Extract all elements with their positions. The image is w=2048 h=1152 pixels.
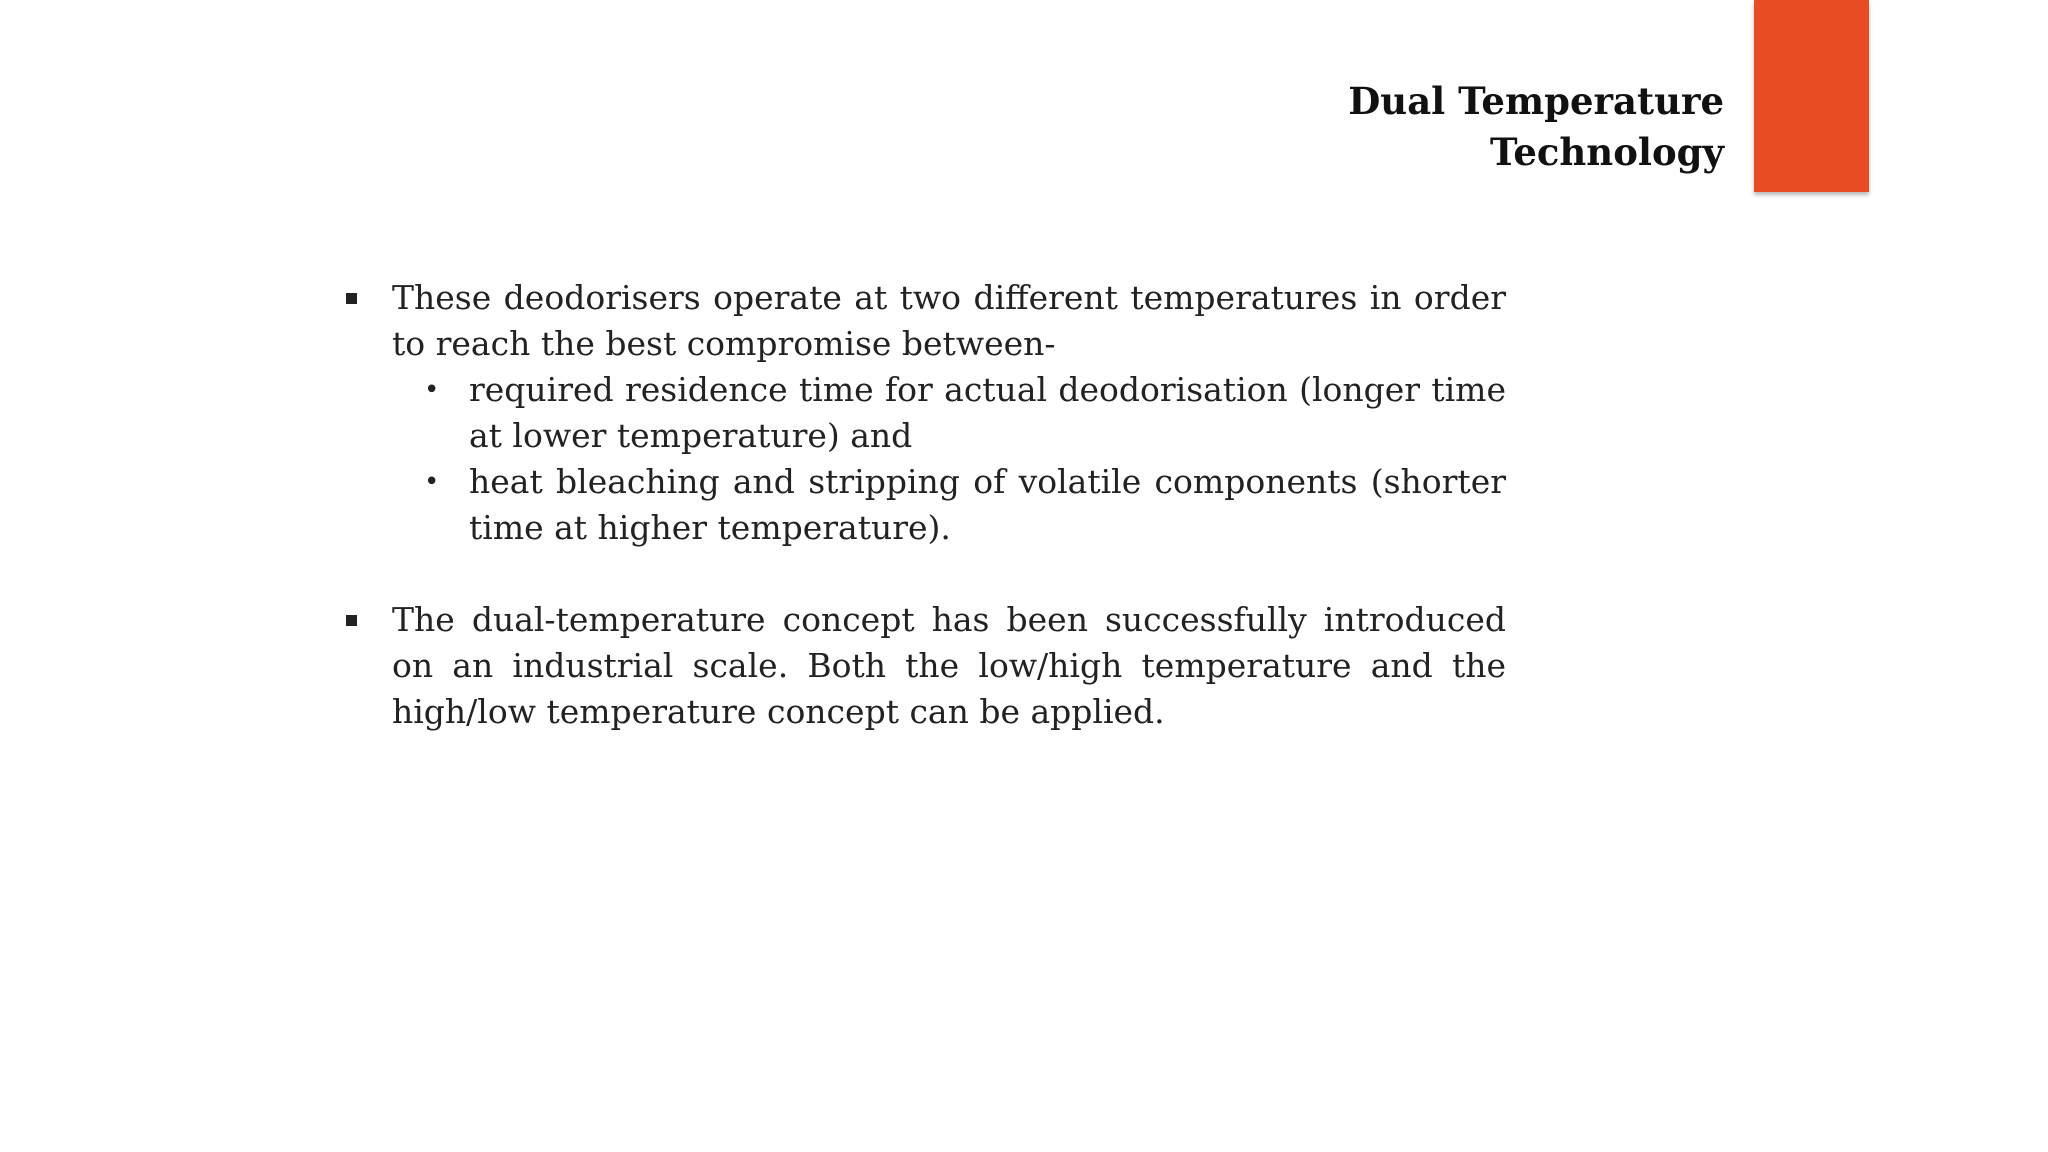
bullet-item <box>340 597 1506 735</box>
accent-bar <box>1754 0 1869 192</box>
square-bullet-icon <box>346 293 357 304</box>
bullet-item <box>340 275 1506 367</box>
sub-bullet-item <box>340 367 1506 459</box>
slide-title <box>1124 76 1724 178</box>
square-bullet-icon <box>346 615 357 626</box>
title-line-1: Dual Temperature <box>1348 79 1724 123</box>
title-line-2: Technology <box>1490 130 1724 174</box>
slide-content <box>340 275 1506 735</box>
round-bullet-icon: • <box>424 375 440 405</box>
sub-bullet-text: required residence time for actual deodorisation (longer time at lower temperature) and <box>469 370 1506 455</box>
spacer <box>340 551 1506 597</box>
sub-bullet-text: heat bleaching and stripping of volatile components (shorter time at higher temperature). <box>469 462 1506 547</box>
bullet-text: The dual-temperature concept has been successfully introduced on an industrial scale. Both the low/high temperature and the high/low temperature concept can be applied. <box>392 600 1506 731</box>
sub-bullet-item <box>340 459 1506 551</box>
round-bullet-icon: • <box>424 467 440 497</box>
bullet-text: These deodorisers operate at two different temperatures in order to reach the best compromise between- <box>392 278 1506 363</box>
sub-bullet-list <box>340 367 1506 551</box>
